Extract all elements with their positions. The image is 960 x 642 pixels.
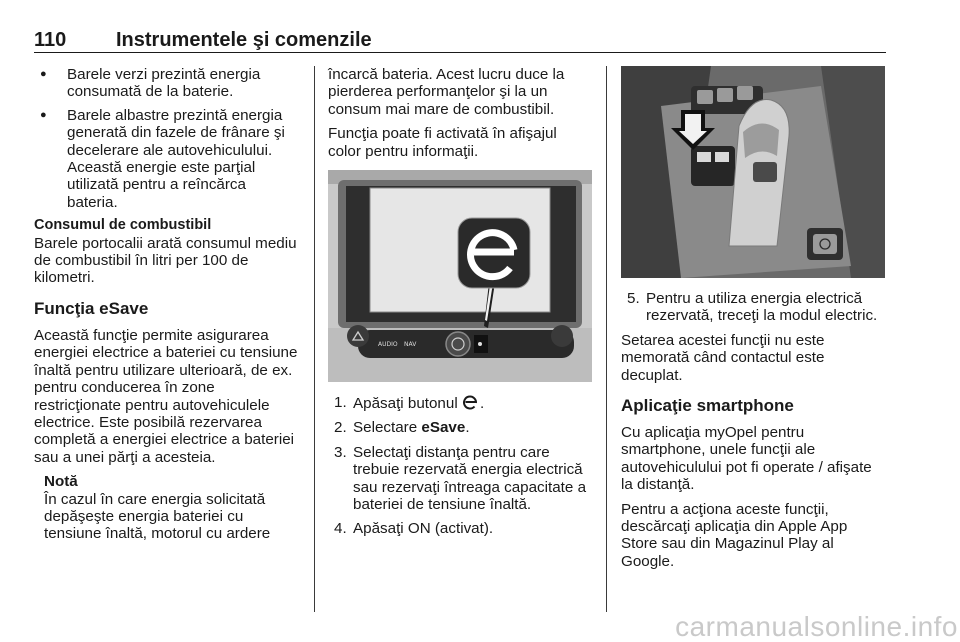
step-1: 1. Apăsaţi butonul .: [334, 394, 485, 413]
memory-text: Setarea acestei funcţii nu este memorată când contactul este decuplat.: [621, 331, 825, 384]
gear-selector-illustration: [621, 66, 885, 278]
step-4: 4. Apăsaţi ON (activat).: [334, 520, 494, 538]
esave-steps-list: [328, 394, 592, 538]
column-divider-2: [606, 66, 607, 612]
activation-text: Funcţia poate fi activată în afişajul color pentru informaţii.: [328, 125, 557, 160]
esave-heading: Funcţia eSave: [34, 298, 149, 318]
esave-text: Această funcţie permite asigurarea energiei electrice a bateriei cu tensiune înaltă pentru utilizare ulterioară, de ex. pentru conducerea în zone restricţionate pentru autovehiculele electrice. Este posibilă rezervarea completă a energiei electrice a bateriei sau a unei părţi a acesteia.: [34, 326, 298, 466]
infotainment-display-illustration: [328, 170, 592, 382]
nav-button-label: NAV: [404, 341, 417, 349]
step-5: 5. Pentru a utiliza energia electrică rezervată, treceţi la modul electric.: [627, 290, 878, 325]
step-2: 2. Selectare eSave.: [334, 419, 470, 437]
column-divider-1: [314, 66, 315, 612]
step-3: 3. Selectaţi distanţa pentru care trebuie rezervată energia electrică sau rezervaţi întreaga capacitate a bateriei de tensiune înaltă.: [334, 443, 587, 514]
electric-mode-step: [621, 290, 887, 325]
column-2: [328, 66, 592, 545]
note-continuation: încarcă bateria. Acest lucru duce la pierderea performanţelor şi la un consum mai mare de combustibil.: [328, 66, 565, 118]
bullet-green-bars: ● Barele verzi prezintă energia consumată de la baterie.: [34, 66, 300, 101]
smartphone-text-2: Pentru a acţiona aceste funcţii, descărcaţi aplicaţia din Apple App Store sau din Magazinul Play al Google.: [621, 500, 848, 570]
column-3: [621, 66, 887, 577]
smartphone-heading: Aplicaţie smartphone: [621, 396, 794, 416]
esave-menu-label: eSave: [421, 419, 466, 437]
note-text: În cazul în care energia solicitată depăşeşte energia bateriei cu tensiune înaltă, motorul cu ardere: [44, 490, 271, 543]
page-number: 110: [34, 29, 67, 51]
page-header: [34, 30, 886, 53]
running-title: Instrumentele şi comenzile: [116, 29, 372, 51]
smartphone-text-1: Cu aplicaţia myOpel pentru smartphone, unele funcţii ale autovehiculului pot fi operate / afişate la distanţă.: [621, 424, 872, 494]
audio-button-label: AUDIO: [378, 341, 398, 349]
note-box: [44, 473, 300, 543]
bullet-blue-bars: ● Barele albastre prezintă energia generată din fazele de frânare şi decelerare ale autovehiculului. Această energie este parţial utilizată pentru a reîncărca bateria.: [34, 107, 300, 211]
fuel-consumption-text: Barele portocalii arată consumul mediu de combustibil în litri per 100 de kilometri.: [34, 234, 297, 287]
esave-icon: [462, 394, 480, 410]
fuel-consumption-heading: Consumul de combustibil: [34, 217, 212, 234]
column-1: [34, 66, 300, 543]
watermark: carmanualsonline.info: [675, 611, 958, 642]
note-title: Notă: [44, 473, 78, 491]
